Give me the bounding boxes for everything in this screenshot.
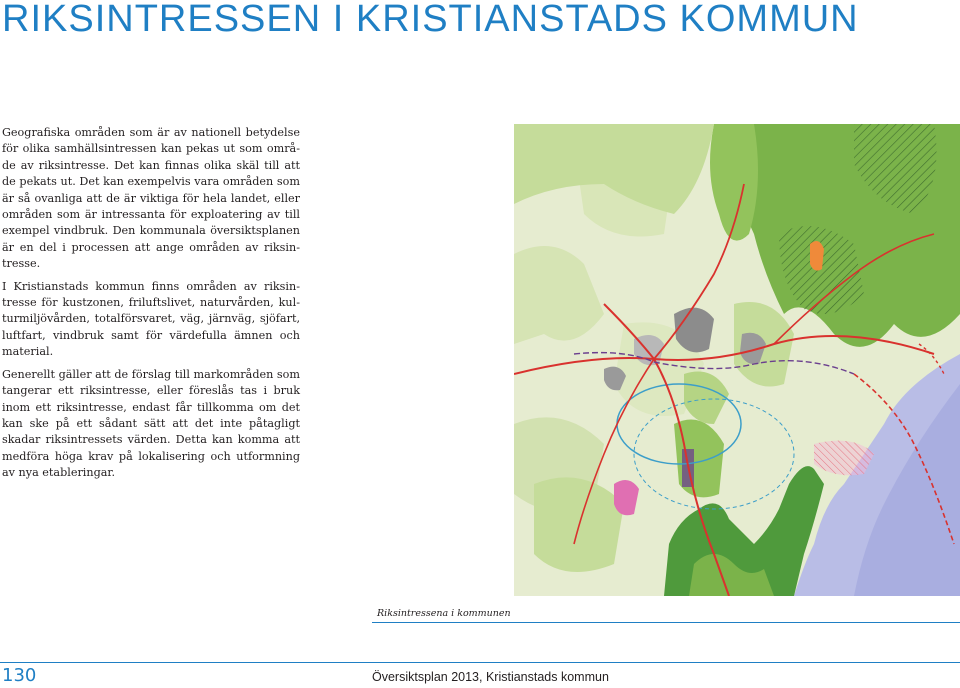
figure-caption: Riksintressena i kommunen: [377, 608, 511, 619]
caption-divider: [372, 622, 960, 623]
paragraph-riksintressen: I Kristianstads kommun finns områden av riksin-tresse för kustzonen, friluftslivet, naturvården, kul-turmiljövården, totalförsvaret, väg, järnväg, sjöfart, luftfart, vindbruk samt för värdefulla ämnen och material.: [2, 279, 300, 359]
riksintresse-map: [514, 124, 960, 596]
paragraph-general: Generellt gäller att de förslag till markområden som tangerar ett riksintresse, eller föreslås tas i bruk inom ett riksintresse, endast får tillkomma om det kan ske på ett sådant sätt att det inte påtagligt skadar riksintressets värden. Detta kan komma att medföra höga krav på lokalisering och utformning av nya etableringar.: [2, 367, 300, 480]
body-text: [2, 125, 300, 488]
footer-divider: [0, 662, 960, 663]
page-title: RIKSINTRESSEN I KRISTIANSTADS KOMMUN: [2, 0, 859, 40]
paragraph-intro: Geografiska områden som är av nationell betydelse för olika samhällsintressen kan pekas ut som områ-de av riksintresse. Det kan finnas olika skäl till att de pekats ut. Det kan exempelvis vara områden som är så ovanliga att de är viktiga för hela landet, eller områden som är intressanta för exploatering av till exempel vindbruk. Den kommunala översiktsplanen är en del i processen att ange områden av riksin-tresse.: [2, 126, 300, 271]
footer-document-title: Översiktsplan 2013, Kristianstads kommun: [372, 670, 609, 684]
orange-area: [810, 241, 824, 271]
page-number: 130: [2, 665, 37, 686]
